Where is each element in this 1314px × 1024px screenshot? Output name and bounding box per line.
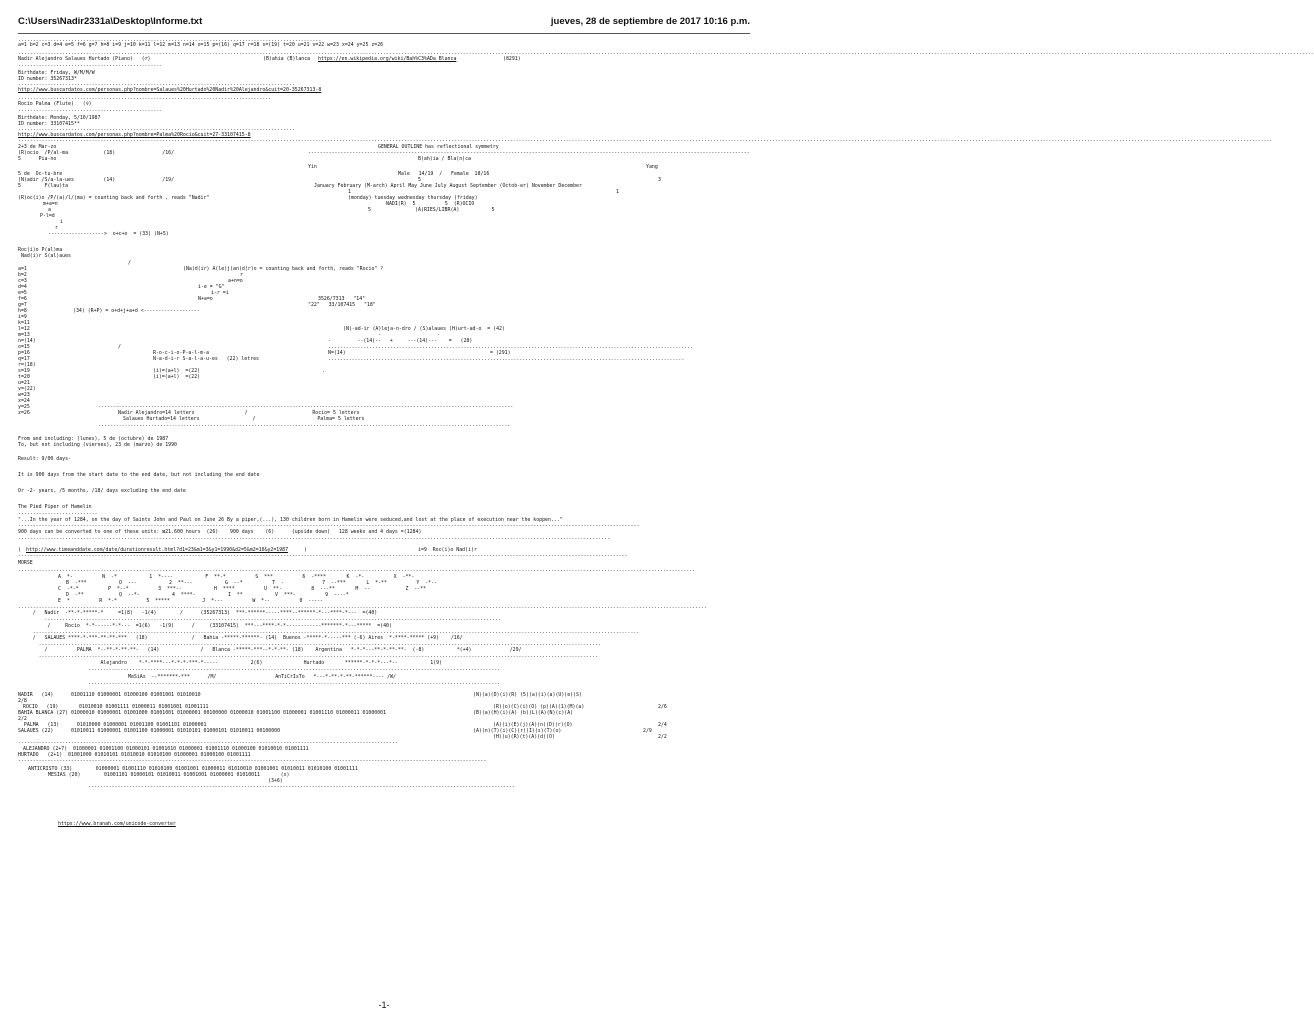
document-line: (N)(a)(D)(i)(R) (5)(a)(i)(a)(U)(e)(S) — [473, 692, 582, 698]
document-line: ........................................................................................................................................................................................................................................................................................................................................................................................................................................................ — [18, 50, 1314, 56]
document-line: SALAUES (22) 01010011 01000001 01001100 01000001 01010101 01000101 01010011 00100000 — [18, 728, 281, 734]
document-line: P-l=d — [40, 213, 55, 219]
document-line: / Rocio *-*------*-*--- =1(6) -1(9) / (33107415) ***---****-*-*------------*******-*---***** =(40) — [18, 623, 392, 629]
document-line: i=9 — [18, 314, 27, 320]
document-line: r — [55, 225, 58, 231]
document-line: w=23 — [18, 392, 30, 398]
document-line: Nad(i)r S(al)aues — [18, 253, 71, 259]
document-line: o=15 — [18, 344, 30, 350]
document-line: (N)-ad-ir (A)leja-n-dro / (S)alaues (H)urt-ad-o = (42) — [343, 326, 505, 332]
document-line: C -*-* P *--* 3 ***-- H **** U **- 8 ---** M -- Z --** — [58, 586, 427, 592]
document-line: (34) (R+P) = o+d+j+a+d <------------------- — [73, 308, 200, 314]
document-line: It is 900 days from the start date to the end date, but not including the end date — [18, 472, 260, 478]
document-line: 5 — [418, 177, 421, 183]
document-line: m+a=n — [43, 201, 58, 207]
document-line: .............................................................................................................................................................................................. — [18, 653, 599, 659]
document-line: c=3 — [18, 278, 27, 284]
document-line: Result: 9/00 days- — [18, 456, 71, 462]
document-line: p=16 — [18, 350, 30, 356]
document-line: Or -2- years, /5 months, /18/ days excluding the end date — [18, 488, 186, 494]
document-line: y=25 — [18, 404, 30, 410]
header-rule — [18, 33, 750, 34]
document-line: Birthdate: Friday, W/M/M/W — [18, 70, 95, 76]
document-line: D -** Q --*- 4 ****- I ** V ***- 9 ----* — [66, 592, 349, 598]
document-line: .............................................................................................................................................................................................................. — [18, 629, 640, 635]
document-line: 2/2 — [658, 734, 667, 740]
document-line: ID number: 33107415** — [18, 121, 80, 127]
document-line: x=24 — [18, 398, 30, 404]
document-line: .......................................................................................................................................................................................................................................................................................................................................................................................................................................... — [18, 137, 1273, 143]
document-line: NADI(R) 5 5 (R)OCIO — [386, 201, 475, 207]
document-line: --------------------------------------------------------------------------------------------------------------------------------------------------------------- — [18, 758, 487, 764]
document-line: 2/9 — [643, 728, 652, 734]
document-line: h=8 — [18, 308, 27, 314]
document-line: Roc(i)o P(al)ma — [18, 247, 63, 253]
document-line: -------------------> o+c+o = (33) (N+5) — [48, 231, 169, 237]
document-line: q=17 — [18, 356, 30, 362]
document-line: N-a-d-i-r S-a-l-a-u-es (22) letres — [153, 356, 259, 362]
document-line: --------------------------------------------------------------------------------------------------------------------------------- — [18, 740, 398, 746]
document-line: / Nadir -**-*-*****-* =1(8) -1(4) / (35267313) ***-******-----****--******-*---****-*--- =(40) — [18, 610, 378, 616]
document-link[interactable]: http://www.buscardatos.com/personas.php?nombre=Palma%20Rocio&cuit=27-33107415-8 — [18, 132, 251, 138]
document-line: ------------------------------------------------------------------------------------------------------------------------------------------------- — [88, 784, 515, 790]
document-line: January February (M-arch) April May June July August September (Octob-er) November December — [314, 183, 582, 189]
document-line: / — [118, 344, 121, 350]
document-line: Yin — [308, 164, 317, 170]
file-path: C:\Users\Nadir2331a\Desktop\Informe.txt — [18, 16, 203, 27]
document-line: f=6 — [18, 296, 27, 302]
document-line: 2/6 — [658, 704, 667, 710]
document-line: MORSE — [18, 560, 33, 566]
document-line: N=(14) = (291) — [328, 350, 511, 356]
document-line: a=1 — [18, 266, 27, 272]
document-line: HURTADO (2+1) 01001000 01010101 01010010 01010100 01000001 01000100 01001111 — [18, 752, 251, 758]
document-line: / PALMA *--**-*-**-**- (14) / Blanca -*****-***--*-*-**- (18) Argentina *-*-*---**-*-**-**- (-8) *(+4) /29/ — [18, 647, 522, 653]
document-line: ........................... — [18, 510, 98, 516]
document-link[interactable]: https://en.wikipedia.org/wiki/Bah%C3%ADa_Blanca — [318, 56, 457, 62]
document-line: ............................................................................................................................................ — [88, 666, 501, 672]
page-number: -1- — [378, 1000, 390, 1010]
document-line: z=26 — [18, 410, 30, 416]
document-line: r=(18) — [18, 362, 36, 368]
document-line: To, but not including (viernes), 23 de (marzo) de 1990 — [18, 442, 177, 448]
document-line: B -*** O --- 2 **--- G --* T - 7 --*** L *-** Y -*-- — [66, 580, 437, 586]
print-datetime: jueves, 28 de septiembre de 2017 10:16 p.m. — [550, 16, 750, 27]
document-line: 1 — [616, 189, 619, 195]
document-line: (8291) — [503, 56, 521, 62]
document-link[interactable]: https://www.branah.com/unicode-converter — [58, 821, 176, 827]
document-line: i-r =i — [211, 290, 229, 296]
document-line: Nadir Alejandro=14 letters / Rocio= 5 letters — [118, 410, 360, 416]
document-line: k=11 — [18, 320, 30, 326]
document-line: d=4 — [18, 284, 27, 290]
document-line: MeSiAs --*******-*** /M/ AnTiCrIsTo *---*-**-*-**-******---- /W/ — [128, 674, 396, 680]
document-line: i — [60, 219, 63, 225]
document-line: (R)oc(i)o /P/(a)/l/(ma) = counting back and forth , reads "Nadir" — [18, 195, 210, 201]
document-line: 3526/7313 "14" — [318, 296, 366, 302]
document-line: Salaues Hurtado=14 letters / Palma= 5 letters — [123, 416, 365, 422]
document-line: 5 Pia-no — [18, 156, 57, 162]
document-line: l=12 — [18, 326, 30, 332]
document-line: ................................................. — [18, 62, 163, 68]
document-line: ALEJANDRO (2+7) 01000001 01001100 01000101 01001010 01000001 01001110 01000100 01010010 01001111 — [23, 746, 309, 752]
document-line: .......................................................................................................................................................................................................................................... — [18, 604, 707, 610]
document-line: s=19 — [18, 368, 30, 374]
document-line: (R)(o)(C)(i)(O) (p)(A)(1)(M)(a) — [493, 704, 585, 710]
document-line: 2/8 — [18, 698, 27, 704]
document-line: GENERAL OUTLINE has reflectional symmetry — [378, 144, 499, 150]
document-line: .............................................................................................. — [18, 81, 295, 87]
document-line: (3+6) — [268, 778, 283, 784]
document-line: ------------------------------------------------------------------------------------------------------------------------------------------------------------------------------------------------------------------- — [18, 523, 640, 529]
document-line: N+a=o — [198, 296, 213, 302]
document-line: ......................................................................................................................... — [328, 356, 685, 362]
document-line: (A)(n)(T)(i)(C)(r)(I)(s)(T)(o) — [473, 728, 562, 734]
document-line: - - — [378, 332, 440, 338]
document-line: ............................................................................................................................ — [328, 344, 694, 350]
document-line: The Pied Piper of Hamelin — [18, 504, 92, 510]
document-line: "22" 33/107415 "18" — [308, 302, 376, 308]
document-link[interactable]: http://www.buscardatos.com/personas.php?nombre=Salaues%20Hurtado%20Nadir%20Alejandro&cuit=20-35267313-8 — [18, 87, 322, 93]
document-link[interactable]: http://www.timeanddate.com/date/durationresult.html?d1=23&m1=3&y1=1990&d2=5&m2=10&y2=1987 — [26, 547, 289, 553]
document-line: (H)(u)(R)(t)(A)(d)(O) — [493, 734, 555, 740]
document-line: m=13 — [18, 332, 30, 338]
document-line: n=(14) — [18, 338, 36, 344]
document-line: / SALAUES ****-*-***-**-**-*** (18) / Bahia -*****-******- (14) Buenos -*****-*-----*** (-6) Aires *-****-***** (+9) /16/ — [18, 635, 463, 641]
document-line: A *- N -* 1 *---- F **-* S *** 6 -**** K -*- X -**- — [58, 574, 415, 580]
document-line: (N)adir /S/a-la-ues (14) /19/ — [18, 177, 175, 183]
document-line: u=21 — [18, 380, 30, 386]
document-line: BAHIA BLANCA (27) 01000010 01000001 01001000 01001001 01000001 00100000 01000010 01001100 01000001 01001110 01000011 01000001 — [18, 710, 387, 716]
document-line: .............................................................................................. — [18, 126, 295, 132]
document-line: Birthdate: Monday, 5/10/1987 — [18, 115, 101, 121]
document-line: r — [240, 272, 243, 278]
document-line: ................................................. — [18, 107, 163, 113]
document-line: (Na)d(ir) A(le)j(an)d(r)o = counting back and forth, reads "Rocio" ? — [183, 266, 384, 272]
document-line: --------------------------------------------------------------------------------------------------------------------------------------------------------------------------------------------------------------- — [18, 553, 628, 559]
document-line: b=2 — [18, 272, 27, 278]
document-line: Male 14/19 / Female 18/16 — [398, 171, 490, 177]
document-line: ............................................................................................................................................ — [98, 422, 511, 428]
document-line: ...................................................................................... — [18, 95, 272, 101]
document-line: a=1 b=2 c=3 d=4 e=5 f=6 g=7 h=8 i=9 j=10 k=11 l=12 m=13 n=14 o=15 p=(16) q=17 r=18 s=(19) t=20 u=21 v=22 w=23 x=24 y=25 z=26 — [18, 42, 384, 48]
document-line: 5 F(lau)ta — [18, 183, 69, 189]
document-line: ............................................................................................................................................ — [88, 680, 501, 686]
document-line: g=7 — [18, 302, 27, 308]
document-line: Nadir Alejandro Salaues Hurtado (Piano) (♂) — [18, 56, 151, 62]
document-line: (B)(a)(H)(i)(A) (b)(L)(A)(N)(c)(A) — [473, 710, 574, 716]
document-body — [18, 37, 1314, 992]
document-line: i-e = "G" — [198, 284, 225, 290]
document-line: / — [128, 260, 131, 266]
document-line: 1 — [348, 189, 351, 195]
document-line: "...In the year of 1284, on the day of Saints John and Paul on June 26 By a piper,(...), 130 children born in Hamelin were seduced,and lost at the place of execution near the koppen..." — [18, 517, 563, 523]
document-line: 900 days can be converted to one of these units: ⊠21.600 hours (26) 900 days (6) (upside down) 128 weeks and 4 days =(1284) — [18, 529, 422, 535]
document-line: ) — [301, 547, 307, 553]
document-line: (A)(i)(E)(j)(A)(n)(D)(r)(O) — [493, 722, 573, 728]
document-line: i=9 Roc(i)o Nad(i)r — [418, 547, 477, 553]
document-line: - --(14)-- + ---(14)--- = (28) — [328, 338, 473, 344]
document-line: E * R *-* 5 ***** J *--- W *-- 0 ----- — [58, 598, 323, 604]
document-line: (monday) tuesday wednesday thursday (friday) — [348, 195, 478, 201]
document-line: (B)ahia (B)lanca — [263, 56, 314, 62]
document-line: ............................................................................................................................................................................................... — [18, 641, 601, 647]
document-line: 5 (A)RIES/LIBR(A) 5 — [368, 207, 495, 213]
document-line: 2/4 — [658, 722, 667, 728]
document-line: Rocio Palma (Flute) (♀) — [18, 101, 92, 107]
document-line: ID number: 35267313* — [18, 76, 77, 82]
page-header — [18, 16, 750, 30]
document-line: PALMA (13) 01010000 01000001 01001100 01001101 01000001 — [18, 722, 207, 728]
document-line: 5 de Oc-tu-bre — [18, 171, 63, 177]
document-line: Yang — [646, 164, 658, 170]
document-line: NADIR (14) 01001110 01000001 01000100 01001001 01010010 — [18, 692, 201, 698]
document-line: --------------------------------------------------------------------------------------------------------------------------------------------- — [98, 404, 514, 410]
document-line: ANTICRISTO (33) 01000001 01001110 01010100 01001001 01000011 01010010 01001001 01010011 01010100 01001111 — [28, 766, 358, 772]
document-line: ....................................................................................................... — [18, 37, 322, 43]
document-line: MESIAS (20) 01001101 01000101 01010011 01001001 01000001 01010011 (x) — [48, 772, 290, 778]
document-line: (R)ocio /P/al-ma (18) /16/ — [18, 150, 175, 156]
document-line: a+n=o — [228, 278, 243, 284]
document-line: v=(22) — [18, 386, 36, 392]
document-line: 2+3 de Mar-zo — [18, 144, 57, 150]
document-line: ------------------------------------------------------------------------------------------------------------------------------------------------------ — [308, 150, 750, 156]
document-line: Alejandro *-*-****---*-*-*-***-*----- 2(6) Hurtado ******-*-*-*---*-- 1(9) — [18, 660, 442, 666]
document-line: e=5 — [18, 290, 27, 296]
document-line: R-o-c-i-o-P-a-l-m-a — [153, 350, 209, 356]
document-line: ........................................................................................................................................................... — [18, 616, 501, 622]
document-line: . — [322, 368, 325, 374]
document-line: ...................................................................................................................................................................................................................................... — [18, 567, 696, 573]
document-line: ......................................................................................................................................................................................................... — [18, 535, 610, 541]
document-line: (i)=(a+l) =(22) — [153, 374, 201, 380]
document-line: From and including: (lunes), 5 de (octubre) de 1987 — [18, 436, 169, 442]
document-line: 2/2 — [18, 716, 27, 722]
document-line: (i)=(a+l) =(22) — [153, 368, 201, 374]
document-line: 3 — [658, 177, 661, 183]
document-line: ROCIO (19) 01010010 01001111 01000011 01001001 01001111 — [23, 704, 209, 710]
document-line: B(ah)ia / Bla(n)ca — [418, 156, 471, 162]
document-line: a — [48, 207, 51, 213]
document-line: t=20 — [18, 374, 30, 380]
document-line: ( — [18, 547, 24, 553]
